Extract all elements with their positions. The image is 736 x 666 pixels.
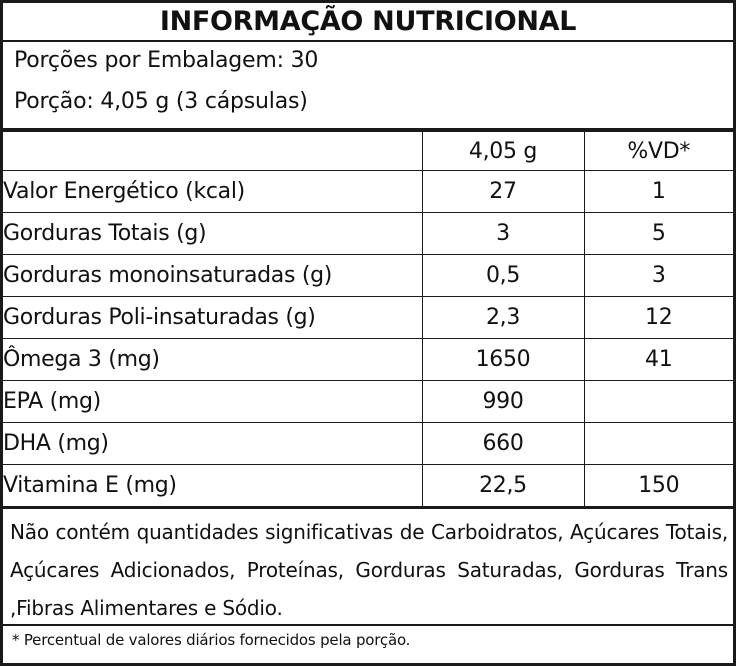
nutrient-daily-value: 5 [584, 213, 733, 255]
nutrition-table [3, 132, 733, 509]
header-amount: 4,05 g [422, 132, 584, 171]
table-row [3, 213, 733, 255]
table-row [3, 339, 733, 381]
nutrient-name: Gorduras Poli-insaturadas (g) [3, 297, 422, 339]
nutrient-amount: 660 [422, 423, 584, 465]
nutrient-daily-value: 1 [584, 171, 733, 213]
nutrient-name: Valor Energético (kcal) [3, 171, 422, 213]
table-row [3, 423, 733, 465]
not-significant-note: Não contém quantidades significativas de Carboidratos, Açúcares Totais, Açúcares Adicionados, Proteínas, Gorduras Saturadas, Gorduras Trans ,Fibras Alimentares e Sódio. [10, 520, 728, 620]
nutrient-daily-value: 150 [584, 465, 733, 508]
table-header-row [3, 132, 733, 171]
table-row [3, 381, 733, 423]
nutrient-amount: 1650 [422, 339, 584, 381]
nutrient-name: EPA (mg) [3, 381, 422, 423]
nutrient-name: Vitamina E (mg) [3, 465, 422, 508]
nutrient-amount: 2,3 [422, 297, 584, 339]
nutrient-amount: 3 [422, 213, 584, 255]
nutrient-amount: 22,5 [422, 465, 584, 508]
nutrient-amount: 27 [422, 171, 584, 213]
nutrient-amount: 990 [422, 381, 584, 423]
nutrient-name: Gorduras Totais (g) [3, 213, 422, 255]
servings-per-package: Porções por Embalagem: 30 [14, 48, 319, 73]
nutrient-name: Gorduras monoinsaturadas (g) [3, 255, 422, 297]
serving-size: Porção: 4,05 g (3 cápsulas) [14, 89, 308, 114]
nutrient-daily-value [584, 423, 733, 465]
table-row [3, 255, 733, 297]
nutrient-daily-value: 3 [584, 255, 733, 297]
nutrient-name: DHA (mg) [3, 423, 422, 465]
nutrient-daily-value: 12 [584, 297, 733, 339]
table-row [3, 465, 733, 508]
header-nutrient [3, 132, 422, 171]
nutrient-daily-value [584, 381, 733, 423]
table-row [3, 297, 733, 339]
table-row [3, 171, 733, 213]
nutrient-amount: 0,5 [422, 255, 584, 297]
header-daily-value: %VD* [584, 132, 733, 171]
label-title: INFORMAÇÃO NUTRICIONAL [3, 3, 733, 42]
serving-info [3, 42, 733, 132]
nutrient-name: Ômega 3 (mg) [3, 339, 422, 381]
footnote: * Percentual de valores diários fornecidos pela porção. [12, 631, 411, 649]
nutrient-daily-value: 41 [584, 339, 733, 381]
footnote-divider [3, 624, 733, 626]
